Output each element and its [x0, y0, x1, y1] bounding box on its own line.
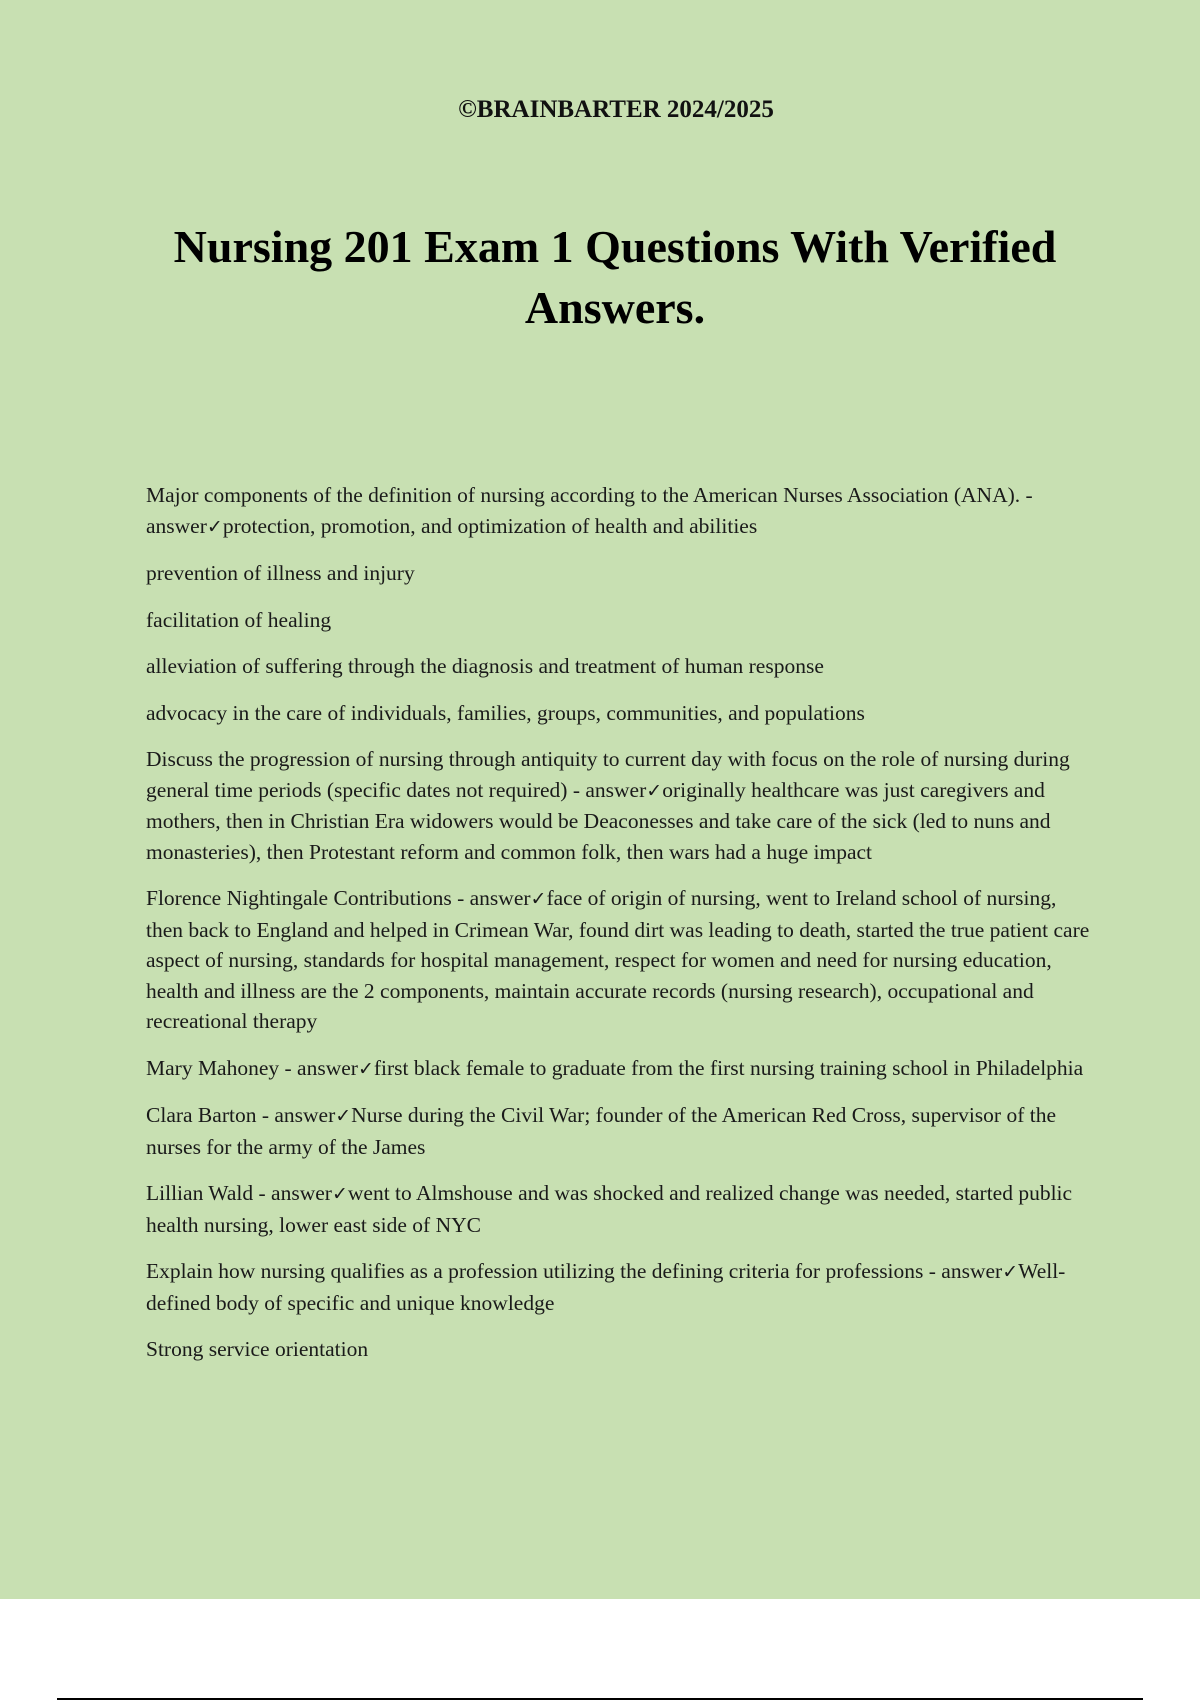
answer-text: protection, promotion, and optimization of health and abilities: [222, 513, 758, 538]
qa-continuation: prevention of illness and injury: [146, 561, 415, 585]
answer-text: face of origin of nursing, went to Ireland school of nursing, then back to England and helped in Crimean War, found dirt was leading to death, started the true patient care aspect of nursing, standards for hospital management, respect for women and need for nursing education, health and illness are the 2 components, maintain accurate records (nursing research), occupational and recreational therapy: [146, 886, 1090, 1033]
qa-item: [146, 480, 1096, 542]
check-icon: ✓: [206, 515, 223, 538]
answer-text: went to Almshouse and was shocked and realized change was needed, started public health nursing, lower east side of NYC: [146, 1181, 1073, 1237]
question-text: Explain how nursing qualifies as a profession utilizing the defining criteria for professions - answer: [146, 1259, 1003, 1283]
answer-text: Well-defined body of specific and unique knowledge: [146, 1259, 1066, 1315]
check-icon: ✓: [1002, 1261, 1019, 1283]
answer-text: Nurse during the Civil War; founder of the American Red Cross, supervisor of the nurses for the army of the James: [146, 1103, 1057, 1159]
question-text: Florence Nightingale Contributions - answer: [146, 886, 531, 910]
check-icon: ✓: [530, 888, 547, 910]
question-text: Clara Barton - answer: [146, 1103, 336, 1127]
question-text: Lillian Wald - answer: [146, 1181, 332, 1205]
qa-continuation: Strong service orientation: [146, 1337, 369, 1361]
qa-continuation: facilitation of healing: [146, 607, 332, 632]
qa-list: [146, 480, 1096, 1381]
qa-item: [146, 744, 1096, 867]
check-icon: ✓: [335, 1105, 352, 1127]
qa-item: [146, 883, 1096, 1037]
answer-text: originally healthcare was just caregivers and mothers, then in Christian Era widowers would be Deaconesses and take care of the sick (led to nuns and monasteries), then Protestant reform and common folk, then wars had a huge impact: [146, 777, 1051, 864]
question-text: Major components of the definition of nursing according to the American Nurses Association (ANA). - answer: [146, 483, 1033, 538]
qa-continuation: alleviation of suffering through the diagnosis and treatment of human response: [146, 654, 824, 678]
document-title: Nursing 201 Exam 1 Questions With Verified Answers.: [173, 221, 1057, 333]
question-text: Discuss the progression of nursing through antiquity to current day with focus on the role of nursing during general time periods (specific dates not required) - answer: [146, 747, 1070, 802]
qa-continuation: advocacy in the care of individuals, families, groups, communities, and populations: [146, 700, 865, 725]
check-icon: ✓: [646, 779, 663, 802]
check-icon: ✓: [357, 1057, 374, 1080]
answer-text: first black female to graduate from the first nursing training school in Philadelphia: [373, 1055, 1084, 1080]
question-text: Mary Mahoney - answer: [146, 1055, 358, 1080]
copyright-header: ©BRAINBARTER 2024/2025: [458, 96, 774, 123]
qa-item: [146, 1178, 1096, 1240]
qa-item: [146, 1053, 1096, 1085]
qa-item: [146, 1100, 1096, 1162]
qa-item: [146, 1256, 1096, 1318]
check-icon: ✓: [331, 1183, 348, 1205]
